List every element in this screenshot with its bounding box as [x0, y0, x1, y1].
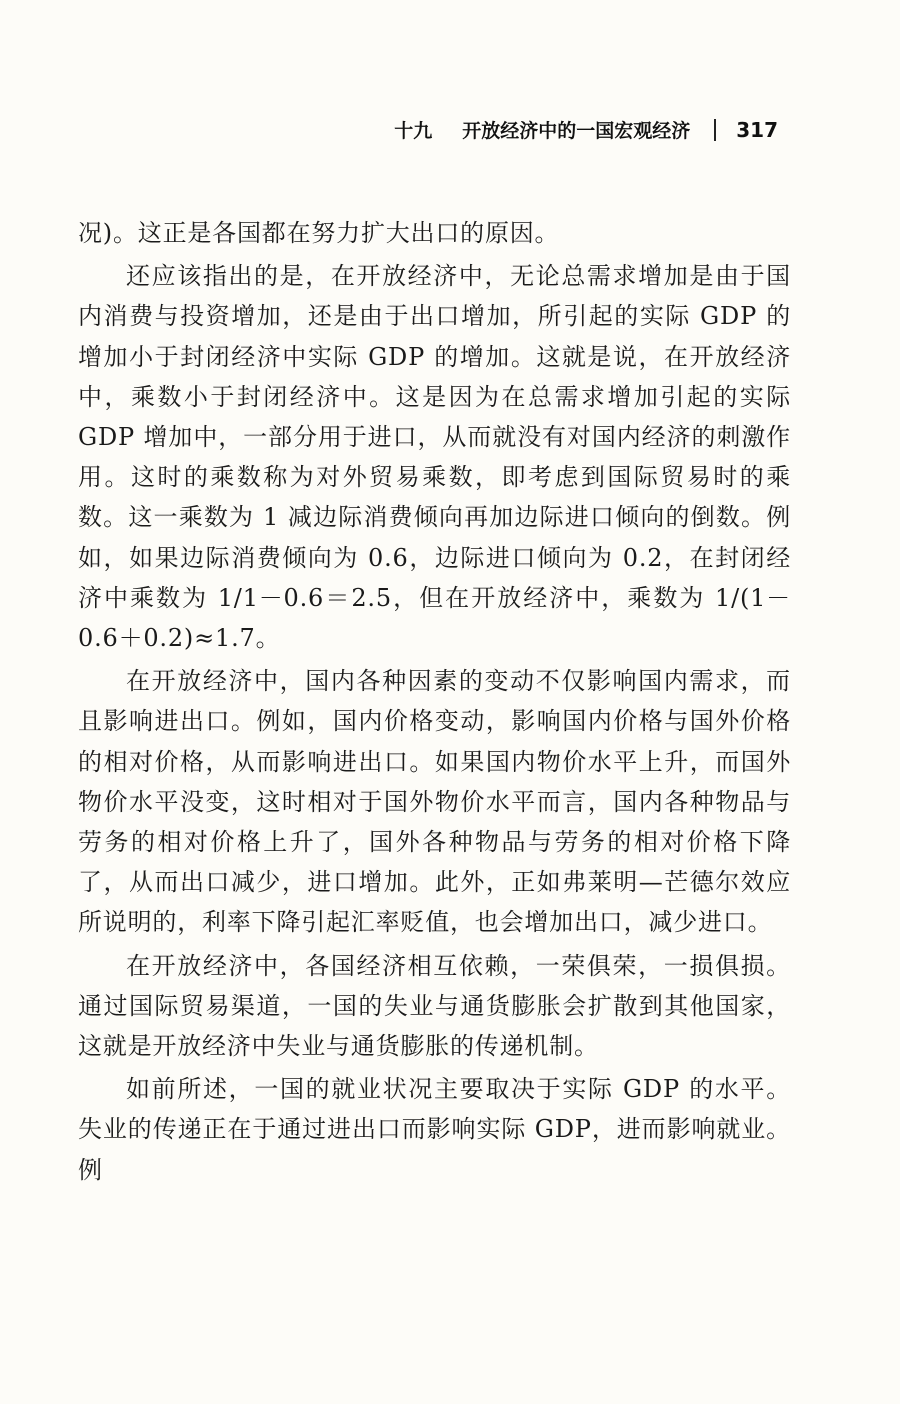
paragraph-prices: 在开放经济中，国内各种因素的变动不仅影响国内需求，而且影响进出口。例如，国内价格变动，影响国内价格与国外价格的相对价格，从而影响进出口。如果国内物价水平上升，而国外物价水平没变，这时相对于国外物价水平而言，国内各种物品与劳务的相对价格上升了，国外各种物品与劳务的相对价格下降了，从而出口减少，进口增加。此外，正如弗莱明—芒德尔效应所说明的，利率下降引起汇率贬值，也会增加出口，减少进口。 — [78, 667, 791, 937]
running-header — [394, 116, 778, 143]
paragraph-multiplier: 还应该指出的是，在开放经济中，无论总需求增加是由于国内消费与投资增加，还是由于出口增加，所引起的实际 GDP 的增加小于封闭经济中实际 GDP 的增加。这就是说，在开放经济中，乘数小于封闭经济中。这是因为在总需求增加引起的实际 GDP 增加中，一部分用于进口，从而就没有对国内经济的刺激作用。这时的乘数称为对外贸易乘数，即考虑到国际贸易时的乘数。这一乘数为 1 减边际消费倾向再加边际进口倾向的倒数。例如，如果边际消费倾向为 0.6，边际进口倾向为 0.2，在封闭经济中乘数为 1/1－0.6＝2.5，但在开放经济中，乘数为 1/(1－0.6＋0.2)≈1.7。 — [78, 262, 791, 653]
paragraph-continued: 况)。这正是各国都在努力扩大出口的原因。 — [78, 219, 560, 247]
chapter-number: 十九 — [394, 120, 433, 142]
paragraph-interdependence: 在开放经济中，各国经济相互依赖，一荣俱荣，一损俱损。通过国际贸易渠道，一国的失业与通货膨胀会扩散到其他国家，这就是开放经济中失业与通货膨胀的传递机制。 — [78, 951, 791, 1061]
paragraph-employment: 如前所述，一国的就业状况主要取决于实际 GDP 的水平。失业的传递正在于通过进出口而影响实际 GDP，进而影响就业。例 — [78, 1075, 791, 1184]
page-number: 317 — [736, 117, 778, 142]
header-divider — [714, 119, 716, 141]
body-text — [78, 213, 791, 1190]
chapter-title: 开放经济中的一国宏观经济 — [462, 120, 691, 142]
